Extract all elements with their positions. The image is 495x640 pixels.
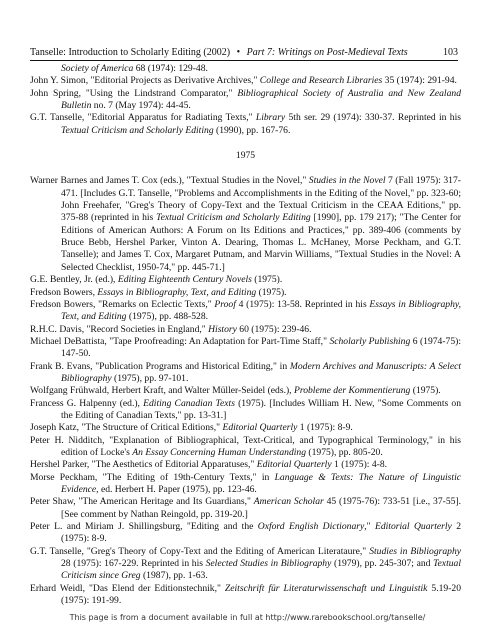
- bibliography-entry: [30, 299, 461, 324]
- bibliography-entry: [30, 496, 461, 521]
- entries-before-year: [30, 63, 461, 137]
- entry-text: 4 (1975): 13-58. Reprinted in his: [235, 298, 370, 310]
- entry-text: [1990], pp. 179 217); "The Center for Editions of American Authors: A Forum on Its Editions and Practices," pp. 389-406 (comments by Bruce Bebb, Hershel Parker, Vinton A. Dearing, Thomas L. McHaney, Morse Peckham, and G.T. Tanselle); and James T. Cox, Margaret Putnam, and Marvin Williams, "Textual Studies in the Novel: A Selected Checklist, 1950-74," pp. 445-71.]: [61, 212, 461, 273]
- entry-text: Michael DeBattista, "Tape Proofreading: An Adaptation for Part-Time Staff,": [30, 335, 330, 347]
- entry-title-italic: Studies in the Novel: [308, 175, 386, 187]
- entries-after-year: [30, 175, 461, 607]
- entry-title-italic: An Essay Concerning Human Understanding: [132, 446, 307, 458]
- page-number: 103: [443, 47, 458, 58]
- entry-text: Francess G. Halpenny (ed.),: [30, 397, 144, 409]
- entry-title-italic: Society of America: [61, 63, 134, 74]
- entry-text: no. 7 (May 1974): 44-45.: [91, 100, 191, 112]
- entry-title-italic: Scholarly Publishing: [329, 335, 411, 347]
- bibliography-entry: [30, 385, 461, 397]
- entry-title-italic: Editing Canadian Texts: [143, 397, 235, 409]
- entry-text: 28 (1975): 167-229. Reprinted in his: [61, 558, 206, 570]
- entry-text: 1 (1975): 4-8.: [331, 459, 388, 471]
- entry-text: Fredson Bowers,: [30, 286, 98, 298]
- bibliography-entry: [30, 175, 461, 274]
- header-book-title: Tanselle: Introduction to Scholarly Editing (2002): [30, 47, 231, 58]
- bibliography-entry: [30, 274, 461, 286]
- entry-text: 68 (1974): 129-48.: [133, 63, 208, 74]
- bibliography-entry: [30, 398, 461, 423]
- bibliography-entry: [30, 336, 461, 361]
- entry-text: 45 (1975-76): 733-51 [i.e., 37-55]. [See comment by Nathan Reingold, pp. 319-20.]: [61, 496, 461, 520]
- entry-text: Erhard Weidl, "Das Elend der Editionstechnik,": [30, 582, 225, 594]
- entry-title-italic: Editorial Quarterly: [222, 422, 298, 434]
- entry-text: R.H.C. Davis, "Record Societies in England,": [30, 323, 209, 335]
- entry-title-italic: Selected Studies in Bibliography: [205, 558, 332, 570]
- entry-title-italic: Proof: [214, 298, 236, 310]
- entry-text: 6 (1974-75): 147-50.: [61, 335, 462, 360]
- entry-text: Peter Shaw, "The American Heritage and Its Guardians,": [30, 496, 254, 508]
- year-heading: 1975: [235, 150, 256, 162]
- bibliography-entry: [30, 459, 461, 471]
- entry-text: (1975).: [410, 385, 441, 397]
- entry-text: Fredson Bowers, "Remarks on Eclectic Texts,": [30, 298, 215, 310]
- entry-title-italic: Modern Archives and Manuscripts: A Select Bibliography: [61, 360, 461, 384]
- entry-text: (1979), pp. 245-307; and: [331, 558, 434, 570]
- entry-text: (1987), pp. 1-63.: [140, 570, 208, 582]
- entry-text: Peter L. and Miriam J. Shillingsburg, "Editing and the: [30, 521, 258, 533]
- bibliography-entry: [30, 112, 461, 137]
- entry-text: (1975). [Includes William H. New, "Some Comments on the Editing of Canadian Texts," pp. 13-31.]: [61, 397, 461, 421]
- bibliography-body: [30, 63, 461, 607]
- entry-text: , ed. Herbert H. Paper (1975), pp. 123-46.: [96, 484, 257, 495]
- entry-title-italic: Editorial Quarterly: [374, 521, 452, 533]
- entry-title-italic: Textual Criticism and Scholarly Editing: [61, 124, 214, 136]
- entry-text: ,": [364, 521, 375, 533]
- entry-text: Wolfgang Frühwald, Herbert Kraft, and Walter Müller-Seidel (eds.),: [30, 385, 294, 397]
- entry-title-italic: Textual Criticism since Greg: [61, 558, 461, 582]
- bibliography-entry: [30, 63, 461, 75]
- entry-text: (1975), pp. 805-20.: [306, 446, 383, 458]
- entry-text: John Spring, "Using the Lindstrand Comparator,": [30, 87, 238, 99]
- entry-title-italic: History: [208, 323, 237, 335]
- bibliography-entry: [30, 287, 461, 299]
- entry-title-italic: Bibliographical Society of Australia and New Zealand Bulletin: [61, 87, 461, 112]
- bibliography-entry: [30, 435, 461, 460]
- header-section-title: Part 7: Writings on Post-Medieval Texts: [246, 47, 408, 58]
- entry-text: John Y. Simon, "Editorial Projects as Derivative Archives,": [30, 75, 260, 87]
- entry-text: Warner Barnes and James T. Cox (eds.), "Textual Studies in the Novel,": [30, 175, 309, 187]
- entry-title-italic: Essays in Bibliography, Text, and Editing: [61, 298, 461, 323]
- entry-title-italic: Textual Criticism and Scholarly Editing: [156, 212, 311, 224]
- entry-title-italic: Zeitschrift für Literaturwissenschaft und Linguistik: [224, 582, 428, 594]
- entry-title-italic: American Scholar: [253, 496, 324, 508]
- entry-text: 7 (Fall 1975): 317-471. [Includes G.T. Tanselle, "Problems and Accomplishments in the Editing of the Novel," pp. 323-60; John Freehafer, "Greg's Theory of Copy-Text and the Textual Criticism in the CEAA Editions," pp. 375-88 (reprinted in his: [61, 175, 461, 224]
- entry-text: Joseph Katz, "The Structure of Critical Editions,": [30, 422, 223, 434]
- entry-text: 60 (1975): 239-46.: [236, 323, 312, 335]
- entry-text: 5th ser. 29 (1974): 330-37. Reprinted in his: [285, 112, 462, 124]
- running-header: [30, 47, 458, 61]
- bibliography-entry: [30, 324, 461, 336]
- entry-text: Hershel Parker, "The Aesthetics of Editorial Apparatuses,": [30, 459, 257, 471]
- entry-text: 2 (1975): 8-9.: [61, 521, 461, 545]
- entry-title-italic: Essays in Bibliography, Text, and Editing: [97, 286, 257, 298]
- bibliography-entry: [30, 583, 461, 608]
- entry-text: (1975), pp. 97-101.: [111, 372, 189, 384]
- bibliography-entry: [30, 88, 461, 113]
- bibliography-entry: [30, 521, 461, 546]
- entry-text: (1975), pp. 488-528.: [126, 311, 209, 323]
- footer-note: This page is from a document available in full at http://www.rarebookschool.org/tanselle/: [69, 613, 426, 622]
- entry-text: Morse Peckham, "The Editing of 19th-Century Texts," in: [30, 471, 275, 483]
- bibliography-entry: [30, 472, 461, 497]
- bibliography-entry: [30, 361, 461, 386]
- entry-text: 1 (1975): 8-9.: [297, 422, 353, 434]
- entry-text: Peter H. Nidditch, "Explanation of Bibliographical, Text-Critical, and Typographical Terminology," in his edition of Locke's: [30, 434, 461, 458]
- entry-text: 5.19-20 (1975): 191-99.: [61, 582, 462, 607]
- entry-title-italic: Language & Texts: The Nature of Linguistic Evidence: [61, 471, 461, 495]
- entry-text: (1975).: [256, 286, 287, 298]
- bibliography-entry: [30, 422, 461, 434]
- entry-title-italic: Oxford English Dictionary: [257, 521, 365, 533]
- entry-text: G.E. Bentley, Jr. (ed.),: [30, 274, 118, 286]
- entry-title-italic: College and Research Libraries: [259, 75, 383, 87]
- bibliography-entry: [30, 546, 461, 583]
- entry-text: G.T. Tanselle, "Greg's Theory of Copy-Text and the Editing of American Literataure,": [30, 545, 370, 557]
- entry-text: (1975).: [251, 274, 283, 286]
- entry-text: Frank B. Evans, "Publication Programs and Historical Editing," in: [30, 360, 290, 372]
- entry-title-italic: Probleme der Kommentierung: [293, 385, 411, 397]
- entry-text: (1990), pp. 167-76.: [213, 124, 291, 136]
- entry-text: 35 (1974): 291-94.: [382, 75, 457, 87]
- entry-title-italic: Studies in Bibliography: [369, 545, 461, 557]
- entry-title-italic: Editorial Quarterly: [256, 459, 332, 471]
- bibliography-entry: [30, 75, 461, 87]
- entry-title-italic: Library: [255, 112, 286, 124]
- entry-title-italic: Editing Eighteenth Century Novels: [117, 274, 252, 286]
- entry-text: G.T. Tanselle, "Editorial Apparatus for Radiating Texts,": [30, 112, 256, 124]
- header-bullet: •: [236, 47, 241, 58]
